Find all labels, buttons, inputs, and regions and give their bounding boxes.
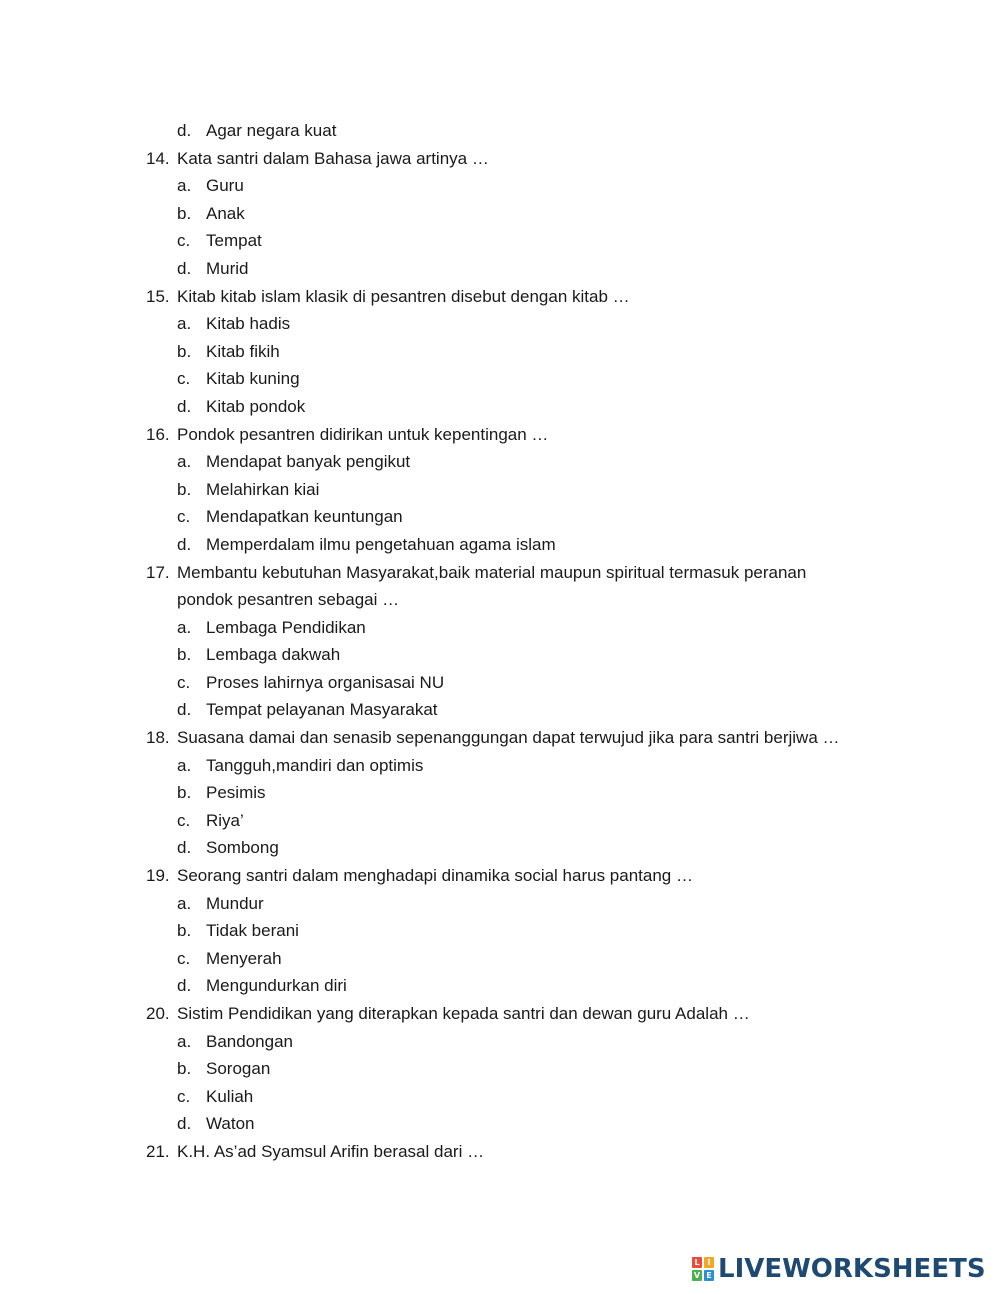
answer-option — [0, 172, 1000, 200]
answer-option — [0, 1028, 1000, 1056]
option-letter: b. — [177, 203, 192, 223]
option-letter: c. — [177, 1086, 191, 1106]
option-letter: b. — [177, 479, 192, 499]
answer-option — [0, 779, 1000, 807]
question-number: 19. — [146, 866, 170, 886]
option-text: Lembaga Pendidikan — [206, 617, 366, 637]
option-text: Mundur — [206, 893, 264, 913]
question-number: 21. — [146, 1141, 170, 1161]
answer-option — [0, 614, 1000, 642]
option-letter: d. — [177, 534, 192, 554]
option-text: Tempat pelayanan Masyarakat — [206, 700, 438, 720]
option-text: Proses lahirnya organisasai NU — [206, 672, 445, 692]
question-text: Pondok pesantren didirikan untuk kepentingan … — [177, 424, 549, 444]
answer-option — [0, 834, 1000, 862]
answer-option — [0, 393, 1000, 421]
option-text: Memperdalam ilmu pengetahuan agama islam — [206, 534, 556, 554]
logo-mark-cell: I — [704, 1257, 714, 1268]
option-text: Anak — [206, 203, 245, 223]
question-line — [0, 283, 1000, 311]
answer-option — [0, 752, 1000, 780]
liveworksheets-mark-icon — [692, 1257, 714, 1281]
option-letter: c. — [177, 507, 191, 527]
option-text: Pesimis — [206, 783, 266, 803]
option-letter: b. — [177, 645, 192, 665]
option-letter: a. — [177, 314, 192, 334]
answer-option — [0, 945, 1000, 973]
option-text: Melahirkan kiai — [206, 479, 320, 499]
question-number: 17. — [146, 562, 170, 582]
logo-mark-cell: L — [692, 1257, 702, 1268]
worksheet-content — [0, 117, 1000, 1166]
question-number: 18. — [146, 728, 170, 748]
option-text: Riya’ — [206, 810, 244, 830]
answer-option — [0, 696, 1000, 724]
answer-option — [0, 917, 1000, 945]
question-number: 14. — [146, 148, 170, 168]
answer-option — [0, 641, 1000, 669]
answer-option — [0, 338, 1000, 366]
option-text: Mengundurkan diri — [206, 976, 347, 996]
question-text: Seorang santri dalam menghadapi dinamika social harus pantang … — [177, 866, 693, 886]
option-text: Sorogan — [206, 1059, 271, 1079]
answer-option — [0, 310, 1000, 338]
option-letter: d. — [177, 396, 192, 416]
answer-option — [0, 531, 1000, 559]
option-letter: b. — [177, 341, 192, 361]
option-text: Menyerah — [206, 948, 282, 968]
option-text: Agar negara kuat — [206, 121, 337, 140]
option-letter: d. — [177, 700, 192, 720]
option-text: Kitab kuning — [206, 369, 300, 389]
answer-option — [0, 476, 1000, 504]
option-letter: d. — [177, 258, 192, 278]
option-text: Kuliah — [206, 1086, 254, 1106]
option-letter: d. — [177, 121, 192, 140]
answer-option — [0, 255, 1000, 283]
answer-option — [0, 365, 1000, 393]
option-text: Tangguh,mandiri dan optimis — [206, 755, 424, 775]
option-letter: a. — [177, 176, 192, 196]
question-text: Membantu kebutuhan Masyarakat,baik material maupun spiritual termasuk peranan — [177, 562, 807, 582]
question-line — [0, 862, 1000, 890]
question-continuation-line — [0, 586, 1000, 614]
question-line — [0, 559, 1000, 587]
question-text: K.H. As’ad Syamsul Arifin berasal dari … — [177, 1141, 485, 1161]
option-text: Bandongan — [206, 1031, 293, 1051]
option-text: Lembaga dakwah — [206, 645, 341, 665]
question-line — [0, 145, 1000, 173]
option-letter: a. — [177, 1031, 192, 1051]
answer-option — [0, 972, 1000, 1000]
option-text: Kitab hadis — [206, 314, 291, 334]
option-letter: c. — [177, 231, 191, 251]
logo-text: LIVEWORKSHEETS — [718, 1254, 986, 1284]
answer-option — [0, 227, 1000, 255]
question-number: 20. — [146, 1004, 170, 1023]
option-letter: a. — [177, 755, 192, 775]
question-text: Suasana damai dan senasib sepenanggungan dapat terwujud jika para santri berjiwa … — [177, 728, 840, 748]
option-letter: d. — [177, 1114, 192, 1134]
answer-option — [0, 807, 1000, 835]
answer-option — [0, 503, 1000, 531]
option-letter: b. — [177, 783, 192, 803]
question-text: Kata santri dalam Bahasa jawa artinya … — [177, 148, 489, 168]
liveworksheets-logo — [692, 1255, 986, 1283]
option-letter: b. — [177, 1059, 192, 1079]
question-text: Kitab kitab islam klasik di pesantren disebut dengan kitab … — [177, 286, 630, 306]
question-text: Sistim Pendidikan yang diterapkan kepada santri dan dewan guru Adalah … — [177, 1004, 750, 1023]
option-letter: a. — [177, 452, 192, 472]
question-text: pondok pesantren sebagai … — [177, 590, 400, 610]
question-line — [0, 1138, 1000, 1166]
answer-option — [0, 1055, 1000, 1083]
question-line — [0, 1000, 1000, 1028]
option-text: Tidak berani — [206, 921, 299, 941]
option-text: Murid — [206, 258, 249, 278]
option-text: Tempat — [206, 231, 262, 251]
option-letter: c. — [177, 672, 191, 692]
option-letter: a. — [177, 893, 192, 913]
option-text: Kitab fikih — [206, 341, 280, 361]
option-letter: d. — [177, 976, 192, 996]
answer-option — [0, 448, 1000, 476]
option-letter: c. — [177, 810, 191, 830]
answer-option — [0, 890, 1000, 918]
option-text: Mendapat banyak pengikut — [206, 452, 411, 472]
option-text: Guru — [206, 176, 244, 196]
option-text: Sombong — [206, 838, 279, 858]
option-letter: b. — [177, 921, 192, 941]
logo-mark-cell: E — [704, 1270, 714, 1281]
option-letter: a. — [177, 617, 192, 637]
question-number: 15. — [146, 286, 170, 306]
answer-option — [0, 669, 1000, 697]
answer-option — [0, 200, 1000, 228]
option-letter: d. — [177, 838, 192, 858]
question-line — [0, 724, 1000, 752]
option-letter: c. — [177, 369, 191, 389]
option-text: Kitab pondok — [206, 396, 306, 416]
answer-option — [0, 1110, 1000, 1138]
option-letter: c. — [177, 948, 191, 968]
question-line — [0, 421, 1000, 449]
question-number: 16. — [146, 424, 170, 444]
option-text: Mendapatkan keuntungan — [206, 507, 403, 527]
answer-option — [0, 117, 1000, 145]
logo-mark-cell: V — [693, 1271, 701, 1280]
option-text: Waton — [206, 1114, 255, 1134]
answer-option — [0, 1083, 1000, 1111]
